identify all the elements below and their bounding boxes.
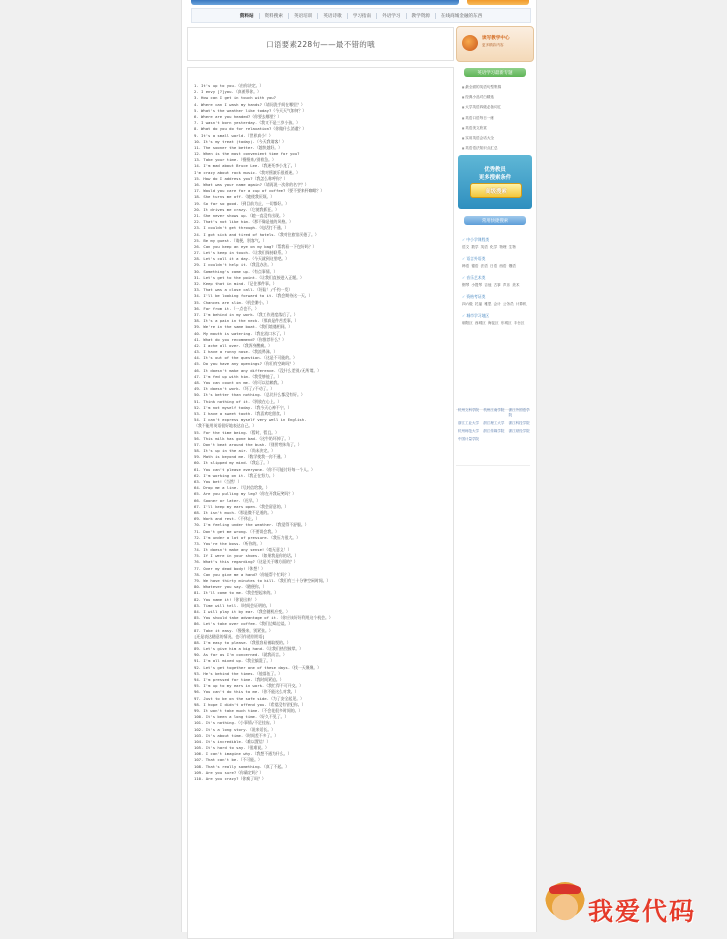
- school-link[interactable]: 杭州文科学院: [458, 408, 479, 412]
- phrase-line: 53. I have a sweet tooth.（我喜欢吃甜食。）: [194, 410, 288, 416]
- link-row: [458, 429, 532, 434]
- phrase-line: 76. What's this regarding?（这是关于哪方面的？）: [194, 559, 298, 565]
- phrase-line: 44. It's out of the question.（这是不可能的。）: [194, 355, 297, 361]
- promo-subtitle: 更多精彩内容: [482, 43, 504, 47]
- phrase-line: 101. It's nothing.（小事情/不足挂齿。）: [194, 720, 278, 726]
- phrase-line: 60. It slipped my mind.（我忘了。）: [194, 460, 272, 466]
- school-link[interactable]: 浙江外国语学院: [508, 408, 530, 417]
- school-link[interactable]: 浙江传媒学院: [483, 429, 505, 433]
- promo-title: 读写教学中心: [482, 36, 510, 41]
- link-row: [458, 437, 532, 442]
- phrase-line: 84. I will play it by ear.（我会随机应变。）: [194, 608, 290, 614]
- phrase-line: 47. I'm fed up with him.（我受够他了。）: [194, 373, 282, 379]
- nav-item[interactable]: 在线商城金融的东西: [440, 13, 483, 19]
- phrase-line: 21. She never shows up.（她一直没有出现。）: [194, 212, 287, 218]
- phrase-line: 71. Don't get me wrong.（不要误会我。）: [194, 528, 279, 534]
- phrase-line: 12. When is the most convenient time for you?: [194, 151, 300, 157]
- phrase-line: 30. Something's come up.（有点事情。）: [194, 268, 278, 274]
- phrase-line: 94. I'm pressed for time.（我时间紧迫。）: [194, 677, 284, 682]
- phrase-line: 41. What do you recommend?（你推荐什么？）: [194, 336, 287, 342]
- phrase-line: 37. I'm behind in my work.（我工作进度落后了。）: [194, 311, 298, 317]
- phrase-line: 33. That was a close call.（好险！/千钧一发）: [194, 287, 293, 293]
- quick-group-title[interactable]: ✓ 语言外语类: [462, 255, 530, 263]
- phrase-line: 87. Take it easy.（慢慢来，别紧张。）: [194, 627, 273, 633]
- phrase-line: 19. So far so good.（到目前为止，一切都好。）: [194, 200, 290, 206]
- phrase-line: 85. You should take advantage of it.（你应该好好利用这个机会。）: [194, 615, 333, 621]
- phrase-line: 88. I'm easy to please.（我很容易被取悦的。）: [194, 639, 291, 645]
- nav-item[interactable]: 英语诗歌: [318, 13, 347, 19]
- promo-banner[interactable]: [456, 26, 534, 62]
- phrase-line: 16. What was your name again?（请再说一次你的名字？）: [194, 182, 309, 187]
- phrase-line: 43. I have a runny nose.（我流鼻涕。）: [194, 349, 278, 355]
- phrase-line: 18. She turns me off.（她使我厌烦。）: [194, 194, 275, 200]
- top-orange-strip: [467, 0, 529, 5]
- search-line-2: 更多搜索条件: [478, 175, 512, 181]
- phrase-line: 27. Let's keep in touch.（让我们保持联系。）: [194, 250, 290, 256]
- phrase-line: 36. Far from it.（一点也不。）: [194, 305, 259, 311]
- phrase-line: 24. I got sick and tired of hotels.（我对住旅馆厌倦了。）: [194, 231, 319, 237]
- phrase-line: 52. I'm not myself today.（我今天心神不宁。）: [194, 404, 292, 410]
- quick-group-links[interactable]: 语文 数学 英语 化学 物理 生物: [462, 245, 516, 249]
- phrase-line: 22. That's not like him.（那不像是他的风格。）: [194, 219, 294, 225]
- phrase-line: 102. It's a long story.（说来话长。）: [194, 726, 276, 732]
- phrase-line: 91. I'm all mixed up.（我全搞混了。）: [194, 658, 275, 664]
- nav-item[interactable]: 教学资源: [407, 13, 436, 19]
- phrase-line: 39. We're in the same boat.（我们境遇相同。）: [194, 324, 293, 330]
- page: [181, 0, 537, 932]
- school-link[interactable]: 浙江财经学院: [508, 429, 530, 433]
- quick-group-links[interactable]: 钢琴 小提琴 吉他 古筝 声乐 美术: [462, 283, 520, 287]
- phrase-line: 78. Can you give me a hand?（你能帮个忙吗？）: [194, 571, 293, 577]
- phrase-line: 46. It doesn't make any difference.（没什么差别/无所谓。）: [194, 367, 322, 373]
- phrase-line: 2. I envy [?]you.（真羡慕你。）: [194, 89, 262, 95]
- nav-item[interactable]: 学习指南: [348, 13, 377, 19]
- phrase-line: 108. That's really something.（真了不起。）: [194, 763, 290, 769]
- nav-item[interactable]: 资料站: [235, 13, 260, 19]
- phrase-line: 64. Drop me a line.（写封信给我。）: [194, 485, 270, 491]
- news-item[interactable]: ■ 最全面的英语句型集锦: [462, 82, 530, 92]
- link-row: [458, 421, 532, 426]
- phrase-line: 40. My mouth is watering.（我在流口水了。）: [194, 330, 288, 336]
- phrase-line: 25. Be my guest.（请便，别客气。）: [194, 237, 267, 243]
- phrase-line: 28. Let's call it a day.（今天就到这里吧。）: [194, 256, 290, 262]
- phrase-line: 8. What do you do for relaxation?（你做什么消遣？）: [194, 126, 307, 132]
- phrase-line: 79. We have thirty minutes to kill.（我们有三十分钟空闲时间。）: [194, 578, 331, 583]
- phrase-line: 93. He's behind the times.（他落伍了。）: [194, 670, 283, 676]
- quick-group-title[interactable]: ✓ 中小学课程类: [462, 236, 530, 244]
- school-links: [458, 408, 532, 445]
- phrase-line: 9. It's a small world.（世界真小！）: [194, 132, 273, 138]
- top-blue-strip: [191, 0, 459, 5]
- phrase-line: 73. You're the boss.（听你的。）: [194, 540, 265, 546]
- phrase-line: 69. Work and rest.（不休止。）: [194, 516, 260, 522]
- phrase-list: [194, 83, 449, 782]
- phrase-line: 70. I'm feeling under the weather.（我觉得不舒服。）: [194, 522, 309, 528]
- top-bar: [182, 0, 536, 22]
- phrase-line: 10. It's my treat (today).（今天我请客！）: [194, 138, 287, 144]
- advanced-search-panel: [458, 155, 532, 209]
- quick-group-title[interactable]: ✓ 城市学习地区: [462, 312, 530, 320]
- phrase-line: 4. Where can I wash my hands?（请问洗手间在哪里？）: [194, 101, 305, 107]
- phrase-line: 15. How do I address you?（我怎么称呼你？）: [194, 175, 288, 181]
- phrase-line: 45. Do you have any openings?（你们有空缺吗？）: [194, 361, 297, 367]
- school-link[interactable]: 杭州师范大学: [458, 429, 479, 433]
- phrase-line: 67. I'll keep my ears open.（我会留意的。）: [194, 503, 289, 509]
- phrase-line: 92. Let's get together one of these days.（找一天聚聚。）: [194, 664, 322, 670]
- quick-group-links[interactable]: 韩语 德语 法语 日语 西语 俄语: [462, 264, 516, 268]
- phrase-line: 42. I ache all over.（我浑身酸痛。）: [194, 342, 272, 348]
- quick-search-header: 常用快捷搜索: [464, 216, 526, 225]
- phrase-line: 103. It's about time.（时间差不多了。）: [194, 732, 279, 738]
- phrase-line: 57. Don't beat around the bush.（别拐弯抹角了。）: [194, 441, 302, 447]
- phrase-line: 62. I'm working on it.（我正在努力。）: [194, 472, 277, 478]
- school-link[interactable]: 浙江理工大学: [483, 421, 505, 425]
- phrase-line: 104. It's incredible.（难以置信！）: [194, 738, 271, 744]
- phrase-line: 110. Are you crazy?（你疯了吗？）: [194, 776, 266, 781]
- phrase-line: 56. This milk has gone bad.（这牛奶坏掉了。）: [194, 435, 293, 441]
- phrase-line: 32. Keep that in mind.（记住那件事。）: [194, 281, 277, 286]
- advanced-search-button[interactable]: 高级搜索: [470, 183, 522, 198]
- phrase-line: 29. I couldn't help it.（我没办法。）: [194, 262, 276, 268]
- nav-item[interactable]: 资料搜索: [260, 13, 289, 19]
- quick-group-title[interactable]: ✓ 资格考证类: [462, 293, 530, 301]
- quick-group-links[interactable]: 朝阳区 西城区 海淀区 东城区 丰台区: [462, 321, 525, 325]
- phrase-line: 55. For the time being.（暂时，暂且。）: [194, 429, 279, 435]
- phrase-line: 89. Let's give him a big hand.（让我们热烈鼓掌。）: [194, 646, 304, 652]
- phrase-line: 3. How can I get in touch with you?: [194, 95, 276, 101]
- phrase-line: 6. Where are you headed?（你要去哪里？）: [194, 113, 282, 119]
- phrase-line: 17. Would you care for a cup of coffee?（要不要来杯咖啡？）: [194, 188, 325, 194]
- phrase-line: 34. I'll be looking forward to it.（我会期待这一天。）: [194, 293, 313, 299]
- phrase-line: 59. Math is beyond me.（数学使我一窍不通。）: [194, 454, 289, 460]
- article-title: 口语要素228句——最不错的哦: [187, 27, 454, 61]
- news-item[interactable]: ■ 实用英语会话大全: [462, 133, 530, 143]
- phrase-line: 54. I can't express myself very well in English.: [194, 417, 307, 423]
- phrase-line: 50. It's better than nothing.（总比什么都没有好。）: [194, 392, 305, 398]
- phrase-line: 86. Let's take over coffee.（我们边喝边谈。）: [194, 621, 293, 627]
- phrase-line: 83. Time will tell.（时间会证明的。）: [194, 602, 274, 608]
- phrase-line: 61. You can't please everyone.（你不可能讨好每一个人。）: [194, 466, 315, 472]
- phrase-line: 109. Are you sure?（你确定吗？）: [194, 769, 264, 775]
- phrase-line: 48. You can count on me.（你可以信赖我。）: [194, 380, 286, 385]
- phrase-line: 31. Let's get to the point.（让我们直接进入正题。）: [194, 274, 304, 280]
- phrase-line: 75. If I were in your shoes.（如果我是你的话。）: [194, 553, 299, 559]
- news-item[interactable]: ■ 英语口语每日一练: [462, 113, 530, 123]
- quick-search-list: [462, 232, 530, 327]
- phrase-line: 51. Think nothing of it.（别放在心上。）: [194, 398, 282, 404]
- phrase-line: 20. It drives me crazy.（它使我抓狂。）: [194, 206, 279, 212]
- phrase-line: 11. The sooner the better.（越快越好。）: [194, 144, 283, 150]
- nav-item[interactable]: 外语学习: [377, 13, 406, 19]
- news-item[interactable]: ■ 英语语法知识点汇总: [462, 143, 530, 153]
- phrase-line: 99. It won't take much time.（不会花很多时间的。）: [194, 707, 303, 713]
- phrase-line: 23. I couldn't get through.（电话打不通。）: [194, 225, 289, 231]
- phrase-line: I'm crazy about rock music.（我对摇滚乐很着迷。）: [194, 169, 301, 175]
- phrase-line: 65. Are you pulling my leg?（你在开我玩笑吗？）: [194, 491, 297, 497]
- school-link[interactable]: 浙江工业大学: [458, 421, 479, 425]
- phrase-line: 7. I wasn't born yesterday.（我又不是三岁小孩。）: [194, 120, 301, 126]
- watermark-text: 我爱代码: [588, 897, 697, 926]
- phrase-line: 66. Sooner or later.（迟早。）: [194, 497, 261, 503]
- article-body: [187, 67, 454, 939]
- news-header: 英语学习最新专题: [464, 68, 526, 77]
- phrase-line: 63. You bet!（当然！）: [194, 479, 242, 484]
- phrase-line: 96. You can't do this to me.（你不能这么对我。）: [194, 689, 299, 695]
- school-link[interactable]: 杭州江南学院: [483, 408, 505, 412]
- search-line-1: 优秀教员: [484, 167, 506, 173]
- link-row: [458, 408, 532, 418]
- phrase-line: 100. It's been a long time.（好久不见了。）: [194, 714, 289, 720]
- phrase-line: 72. I'm under a lot of pressure.（我压力很大。）: [194, 534, 301, 540]
- phrase-line: 82. You name it!（你说出来！）: [194, 596, 259, 602]
- news-item[interactable]: ■ 英语美文欣赏: [462, 123, 530, 133]
- phrase-line: 107. That can't be.（不可能。）: [194, 757, 262, 763]
- pirate-face-icon: [545, 882, 585, 924]
- quick-group-links[interactable]: 四六级 托福 雅思 会计 公务员 计算机: [462, 302, 527, 306]
- phrase-line: 14. I'm mad about Bruce Lee.（我迷死李小龙了。）: [194, 163, 299, 169]
- phrase-line: 38. It's a pain in the neck.（那真是件苦差事。）: [194, 318, 299, 324]
- phrase-line: 81. It'll come to me.（我会想起来的。）: [194, 590, 279, 596]
- news-item[interactable]: ■ 经典小品对白精选: [462, 92, 530, 102]
- quick-group-title[interactable]: ✓ 音乐艺术类: [462, 274, 530, 282]
- phrase-line: 68. It isn't much.（那是微不足道的。）: [194, 509, 276, 515]
- phrase-line: 58. It's up in the air.（尚未决定。）: [194, 448, 276, 454]
- phrase-line: （我不能用英语很好地表达自己。）: [194, 423, 257, 429]
- promo-icon: [462, 35, 478, 51]
- phrase-line: 1. It's up to you.（由你决定。）: [194, 83, 264, 88]
- school-link[interactable]: 中国计量学院: [458, 437, 479, 441]
- phrase-line: 13. Take your time.（慢慢来/别着急。）: [194, 157, 276, 163]
- phrase-line: 90. As far as I'm concerned.（就我而言。）: [194, 652, 287, 658]
- phrase-line: 95. I'm up to my ears in work.（我忙得不可开交。）: [194, 683, 304, 689]
- phrase-line: 106. I can't imagine why.（我想不通为什么。）: [194, 751, 292, 757]
- phrase-line: 26. Can you keep an eye on my bag?（帮我看一下包好吗？）: [194, 243, 317, 249]
- phrase-line: 105. It's hard to say.（很难说。）: [194, 745, 269, 751]
- nav-item[interactable]: 英语培训: [289, 13, 318, 19]
- phrase-line: 97. Just to be on the safe side.（为了安全起见。）: [194, 695, 304, 701]
- phrase-line: [还是表达随意的情况，也可作道别用语]: [194, 633, 265, 639]
- phrase-line: 35. Chances are slim.（机会渺小。）: [194, 299, 271, 305]
- phrase-line: 5. What's the weather like today?（今天天气如何？）: [194, 107, 307, 113]
- phrase-line: 74. It doesn't make any sense!（毫无意义！）: [194, 547, 292, 553]
- news-list: [462, 82, 530, 153]
- news-item[interactable]: ■ 大学英语四级必备词汇: [462, 102, 530, 112]
- school-link[interactable]: 浙江科技学院: [508, 421, 530, 425]
- phrase-line: 98. I hope I didn't offend you.（希望没有冒犯你。）: [194, 701, 306, 707]
- phrase-line: 49. It doesn't work.（坏了/不动了。）: [194, 386, 275, 392]
- category-nav: [191, 8, 531, 23]
- phrase-line: 80. Whatever you say.（随便你。）: [194, 584, 267, 590]
- phrase-line: 77. Over my dead body!（休想！）: [194, 565, 265, 571]
- watermark-logo: [545, 882, 725, 932]
